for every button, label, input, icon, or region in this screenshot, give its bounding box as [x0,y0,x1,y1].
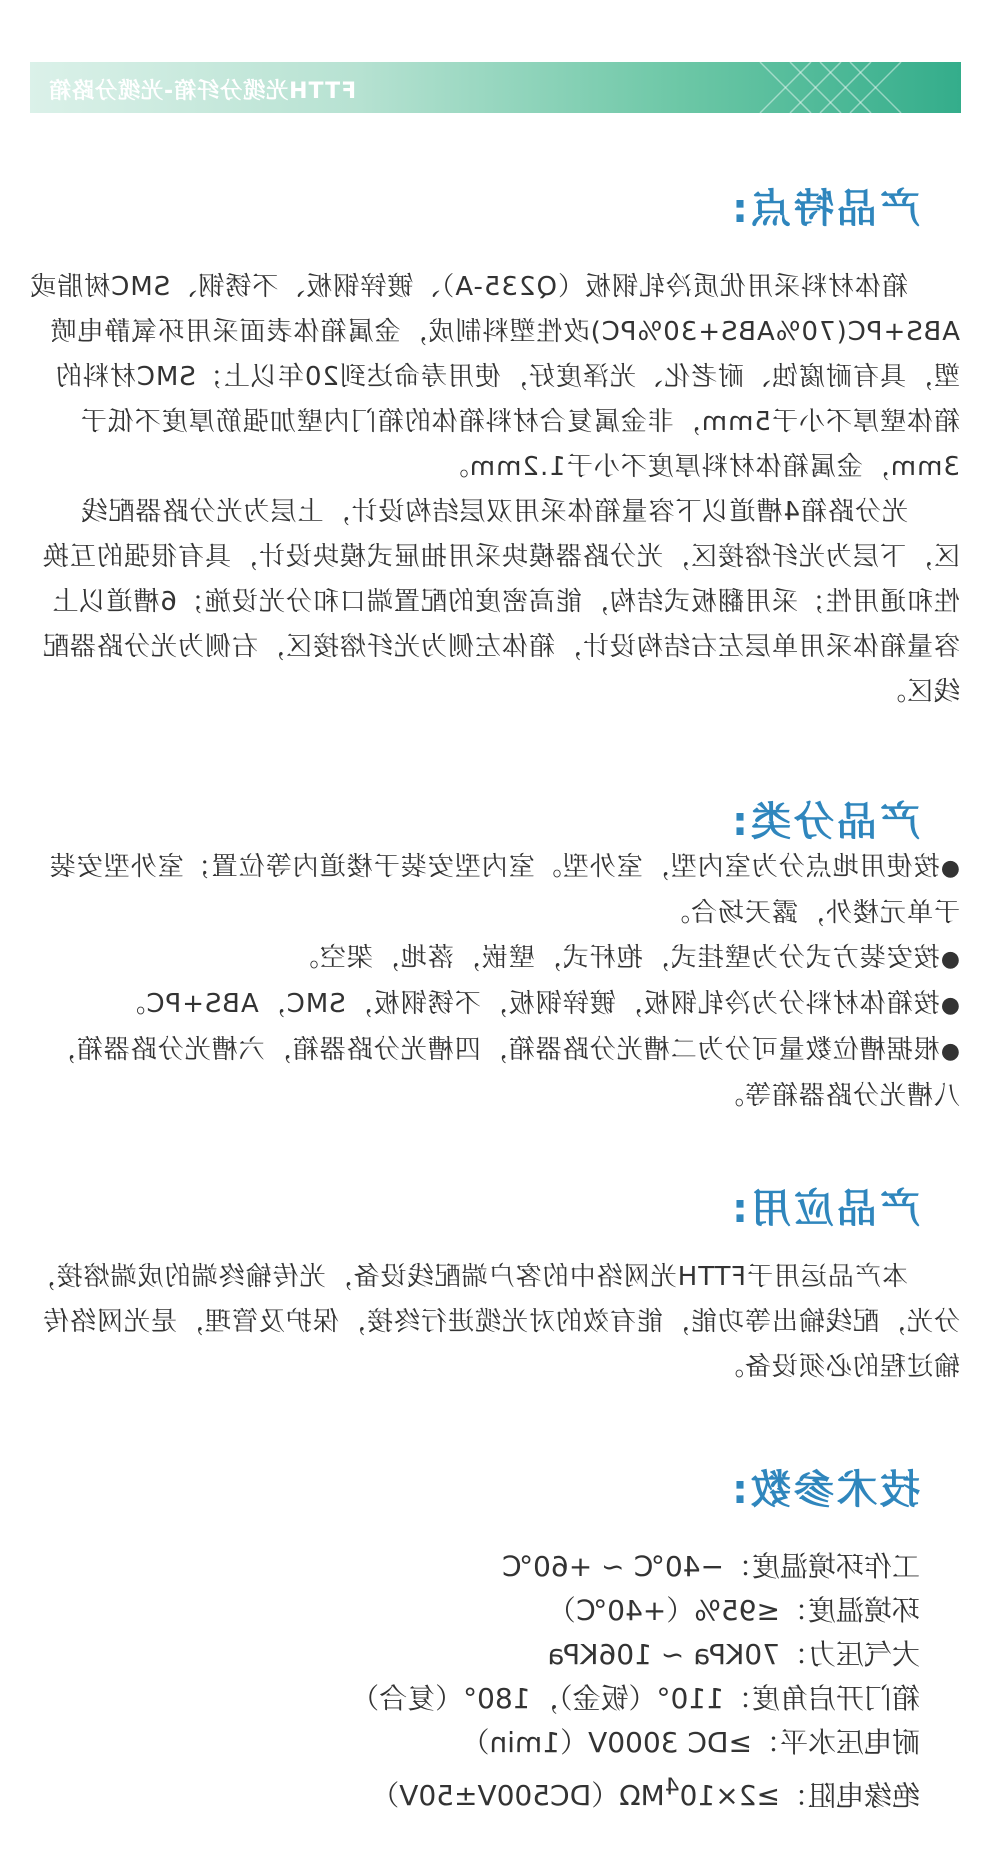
list-item [28,982,960,1028]
spec-label: 环境温度： [779,1594,920,1627]
list-item [28,845,960,936]
spec-value: 110°（钣金），180°（复合） [351,1682,724,1715]
spec-value: 70KPa ~ 106KPa [547,1638,780,1671]
specs-list [20,1545,920,1818]
spec-label: 绝缘电阻： [779,1779,920,1813]
spec-value-prefix: ≥2×10 [679,1779,780,1813]
features-paragraph: 箱体材料采用优质冷轧钢板（Q235-A）、镀锌钢板、不锈钢、SMC树脂或ABS+PC(70%ABS+30%PC)改性塑料制成，金属箱体表面采用环氧静电喷塑，具有耐腐蚀、耐老化、光泽度好，使用寿命达到20年以上；SMC材料的箱体壁厚不小于5mm，非金属复合材料箱体的箱门内壁加强筋厚度不低于3mm，金属箱体材料厚度不小于1.2mm。 [29,272,960,482]
spec-value-exponent: 4 [664,1773,680,1801]
spec-row [20,1545,920,1589]
decorative-lines-icon [661,62,961,113]
bullet-icon: ● [939,856,960,881]
spec-row [20,1633,920,1677]
bullet-icon: ● [939,1039,960,1064]
application-body [28,1255,960,1390]
list-item-text: 按使用地点分为室内型，室外型。室内型安装于楼道内等位置；室外型安装于单元楼外，露天场合。 [48,852,960,928]
spec-value-suffix: MΩ（DC500V±50V） [371,1779,665,1813]
spec-value [371,1773,780,1813]
spec-row [20,1765,920,1818]
spec-row [20,1677,920,1721]
list-item-text: 按箱体材料分为冷轧钢板，镀锌钢板，不锈钢板，SMC，ABS+PC。 [118,989,940,1019]
list-item [28,936,960,982]
list-item-text: 按安装方式分为壁挂式，抱杆式，壁嵌，落地，架空。 [291,943,940,973]
features-paragraph: 光分路箱4槽道以下容量箱体采用双层结构设计，上层为光分路器配线区，下层为光纤熔接区，光分路器模块采用抽屉式模块设计，具有很强的互换性和通用性；采用翻板式结构，能高密度的配置端口和分光设施；6槽道以上容量箱体采用单层左右结构设计，箱体左侧为光纤熔接区，右侧为光分路器配线区。 [41,497,960,707]
spec-label: 箱门开启角度： [723,1682,920,1715]
features-title: 产品特点: [729,186,920,232]
spec-label: 耐电压水平： [751,1726,920,1759]
application-paragraph: 本产品运用于FTTH光网络中的客户端配线设备，光传输终端的成端熔接，分光，配线输出等功能，能有效的对光缆进行终接，保护及管理，是光网络传输过程的必须设备。 [28,1262,960,1382]
application-title: 产品应用: [729,1186,920,1232]
spec-label: 大气压力： [779,1638,920,1671]
bullet-icon: ● [939,993,960,1018]
spec-value: ≥DC 3000V（1min） [461,1726,752,1759]
spec-label: 工作环境温度： [723,1550,920,1583]
bullet-icon: ● [939,947,960,972]
spec-row [20,1721,920,1765]
header-banner [30,62,961,113]
classification-list [28,845,960,1119]
spec-row [20,1589,920,1633]
list-item-text: 根据槽位数量可分为二槽光分路器箱，四槽光分路器箱，六槽光分路器箱，八槽光分路器箱等。 [48,1035,960,1111]
spec-value: −40℃ ~ +60℃ [501,1550,724,1583]
banner-title: FTTH光缆分纤箱-光缆分路箱 [48,79,357,104]
spec-value: ≤95%（+40℃） [547,1594,780,1627]
list-item [28,1028,960,1119]
specs-title: 技术参数: [729,1467,920,1513]
classification-title: 产品分类: [729,799,920,845]
features-body [28,265,960,715]
